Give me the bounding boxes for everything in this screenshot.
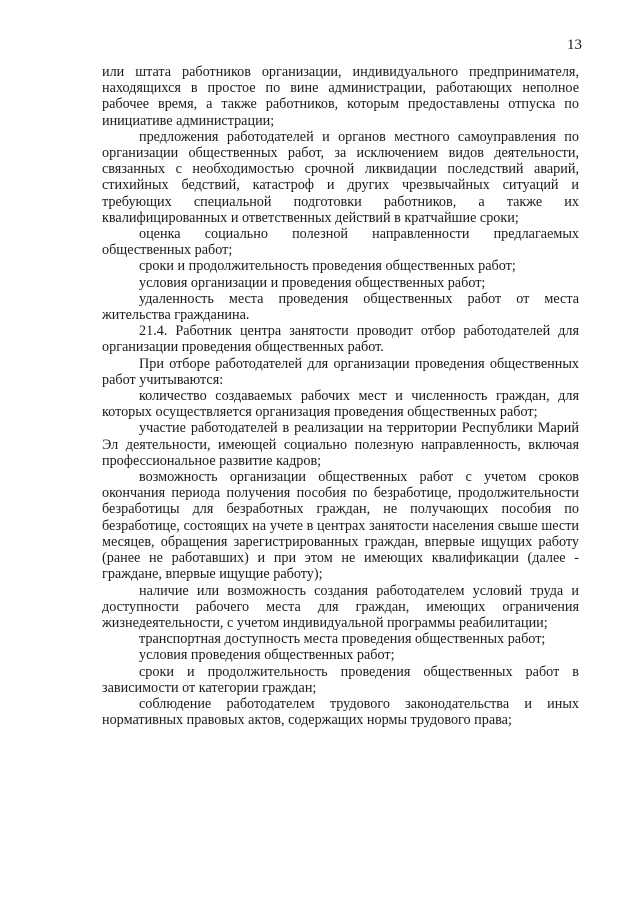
paragraph: 21.4. Работник центра занятости проводит отбор работодателей для организации проведения общественных работ. bbox=[102, 323, 579, 356]
paragraph: соблюдение работодателем трудового законодательства и иных нормативных правовых актов, содержащих нормы трудового права; bbox=[102, 695, 579, 729]
paragraph: количество создаваемых рабочих мест и численность граждан, для которых осуществляется организация проведения общественных работ; bbox=[102, 388, 579, 421]
paragraph: сроки и продолжительность проведения общественных работ в зависимости от категории граждан; bbox=[102, 663, 579, 696]
page-number: 13 bbox=[567, 37, 582, 53]
paragraph: возможность организации общественных работ с учетом сроков окончания периода получения пособия по безработице, продолжительности безработицы для безработных граждан, не получающих пособия по безработице, состоящих на учете в центрах занятости населения свыше шести месяцев, обращения зарегистрированных граждан, впервые ищущих работу (ранее не работавших) и при этом не имеющих квалификации (далее - граждане, впервые ищущие работу); bbox=[102, 469, 579, 583]
paragraph: предложения работодателей и органов местного самоуправления по организации общественных работ, за исключением видов деятельности, связанных с необходимостью срочной ликвидации последствий аварий, стихийных бедствий, катастроф и других чрезвычайных ситуаций и требующих специальной подготовки работников, а также их квалифицированных и ответственных действий в кратчайшие сроки; bbox=[102, 128, 579, 226]
paragraph: участие работодателей в реализации на территории Республики Марий Эл деятельности, имеющей социально полезную направленность, включая профессиональное развитие кадров; bbox=[102, 420, 579, 469]
paragraph: или штата работников организации, индивидуального предпринимателя, находящихся в простое по вине администрации, работающих неполное рабочее время, а также работников, которым предоставлены отпуска по инициативе администрации; bbox=[102, 64, 579, 129]
paragraph: При отборе работодателей для организации проведения общественных работ учитываются: bbox=[102, 355, 579, 388]
body-text bbox=[102, 64, 579, 728]
paragraph: наличие или возможность создания работодателем условий труда и доступности рабочего места для граждан, имеющих ограничения жизнедеятельности, с учетом индивидуальной программы реабилитации; bbox=[102, 582, 579, 631]
paragraph: транспортная доступность места проведения общественных работ; bbox=[139, 631, 546, 648]
paragraph: оценка социально полезной направленности предлагаемых общественных работ; bbox=[102, 226, 579, 259]
paragraph: условия проведения общественных работ; bbox=[139, 647, 395, 664]
paragraph: условия организации и проведения общественных работ; bbox=[139, 274, 486, 291]
paragraph: удаленность места проведения общественных работ от места жительства гражданина. bbox=[102, 290, 579, 324]
paragraph: сроки и продолжительность проведения общественных работ; bbox=[139, 258, 516, 275]
